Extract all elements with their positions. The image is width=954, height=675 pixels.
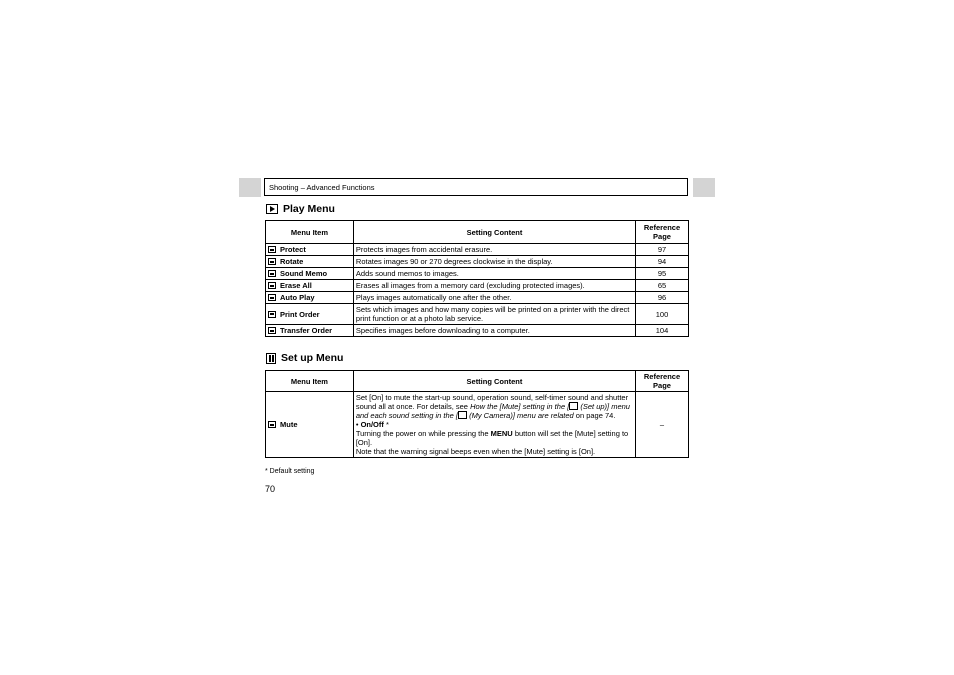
table-row xyxy=(266,268,689,280)
column-header: Reference Page xyxy=(636,371,689,392)
menu-item-cell: Sound Memo xyxy=(266,268,354,280)
setting-content-cell: Protects images from accidental erasure. xyxy=(353,244,635,256)
column-header: Menu Item xyxy=(266,221,354,244)
footnote: * Default setting xyxy=(265,468,315,475)
play-menu-table xyxy=(265,220,689,337)
setting-content-cell: Plays images automatically one after the other. xyxy=(353,292,635,304)
column-header: Reference Page xyxy=(636,221,689,244)
setup-menu-title: Set up Menu xyxy=(266,352,343,364)
play-menu-title: Play Menu xyxy=(266,203,335,215)
left-tab-marker xyxy=(239,178,261,197)
table-row xyxy=(266,256,689,268)
setting-content-cell: Sets which images and how many copies will be printed on a printer with the direct print function or at a photo lab service. xyxy=(353,304,635,325)
table-header-row xyxy=(266,371,689,392)
table-row xyxy=(266,244,689,256)
setting-content-cell: Set [On] to mute the start-up sound, operation sound, self-timer sound and shutter sound all at once. For details, see How the [Mute] setting in the [ (Set up)] menu and each sound setting in the [ (My Camera)] menu are related on page 74. • On/Off * Turning the power on while pressing the MENU button will set the [Mute] setting to [On]. Note that the warning signal beeps even when the [Mute] setting is [On]. xyxy=(353,392,635,458)
menu-item-cell: Protect xyxy=(266,244,354,256)
setup-menu-table xyxy=(265,370,689,458)
right-tab-marker xyxy=(693,178,715,197)
menu-item-cell: Print Order xyxy=(266,304,354,325)
table-header-row xyxy=(266,221,689,244)
menu-item-cell: Erase All xyxy=(266,280,354,292)
page-number: 70 xyxy=(265,484,276,494)
option-text: On/Off xyxy=(360,420,384,429)
reference-page-cell: – xyxy=(636,392,689,458)
column-header: Setting Content xyxy=(353,371,635,392)
sound-memo-icon xyxy=(268,270,276,277)
reference-page-cell: 65 xyxy=(636,280,689,292)
erase-all-icon xyxy=(268,282,276,289)
menu-item-cell: Mute xyxy=(266,392,354,458)
auto-play-icon xyxy=(268,294,276,301)
reference-page-cell: 104 xyxy=(636,325,689,337)
setting-content-cell: Adds sound memos to images. xyxy=(353,268,635,280)
setup-icon xyxy=(266,353,276,364)
print-order-icon xyxy=(268,311,276,318)
column-header: Setting Content xyxy=(353,221,635,244)
column-header: Menu Item xyxy=(266,371,354,392)
reference-page-cell: 96 xyxy=(636,292,689,304)
table-row xyxy=(266,292,689,304)
table-row xyxy=(266,280,689,292)
setting-content-cell: Rotates images 90 or 270 degrees clockwise in the display. xyxy=(353,256,635,268)
setup-icon xyxy=(569,402,578,410)
table-row xyxy=(266,304,689,325)
table-row xyxy=(266,392,689,458)
my-camera-icon xyxy=(458,411,467,419)
transfer-order-icon xyxy=(268,327,276,334)
reference-page-cell: 95 xyxy=(636,268,689,280)
setting-content-cell: Specifies images before downloading to a computer. xyxy=(353,325,635,337)
reference-page-cell: 94 xyxy=(636,256,689,268)
table-row xyxy=(266,325,689,337)
reference-page-cell: 97 xyxy=(636,244,689,256)
section-header xyxy=(264,178,688,196)
protect-icon xyxy=(268,246,276,253)
setting-content-cell: Erases all images from a memory card (excluding protected images). xyxy=(353,280,635,292)
section-header-text: Shooting – Advanced Functions xyxy=(269,183,375,192)
reference-page-cell: 100 xyxy=(636,304,689,325)
menu-item-cell: Auto Play xyxy=(266,292,354,304)
rotate-icon xyxy=(268,258,276,265)
play-icon xyxy=(266,204,278,214)
menu-item-cell: Rotate xyxy=(266,256,354,268)
menu-item-cell: Transfer Order xyxy=(266,325,354,337)
mute-icon xyxy=(268,421,276,428)
